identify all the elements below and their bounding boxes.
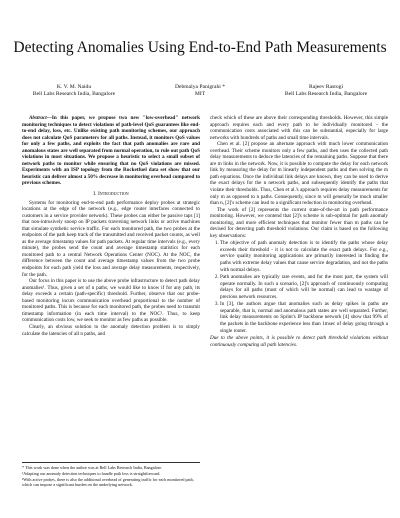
section-heading-introduction: I. Introduction	[93, 191, 129, 198]
author-name: K. V. M. Naidu	[56, 84, 92, 90]
left-column	[22, 115, 200, 337]
author-block	[14, 84, 386, 98]
right-column	[210, 115, 388, 348]
paper-title: Detecting Anomalies Using End-to-End Path Measurements	[13, 39, 387, 56]
author-affiliation: MIT	[194, 91, 206, 97]
right-paragraph-2: Chen et al. [2] propose an alternate approach with much lower communication overhead. Their scheme monitors only a few paths, and then uses the collected path delay measurements to deduce the latencies of the remaining paths. Suppose that there are m links in the network. Now, it is possible to compute the delay for each network link by measuring the delay for m linearly independent paths and then solving the m path equations. Once the individual link delays are known, they can be used to derive the exact delays for the n network paths, and subsequently identify the paths that violate their thresholds. Thus, Chen et al.'s approach requires delay measurements for only m as opposed to n paths. Consequently, since m will generally be much smaller than n, [2]'s scheme can lead to a significant reduction in monitoring overhead.	[210, 141, 388, 207]
footnotes	[22, 462, 200, 488]
intro-paragraph-1: Systems for monitoring end-to-end path performance deploy probes at strategic locations at the edge of the network (e.g., edge router interfaces connected to customers in a service provider network). These probes can either be passive taps [1] that non-intrusively snoop on IP packets traversing network links or active machines that simulate synthetic service traffic. For each monitored path, the two probes at the endpoints of the path keep track of the transmitted and received packet counts, as well as the average timestamp values for path packets. At regular time intervals (e.g., every minute), the probes send the count and average timestamp statistics for each monitored path to a central Network Operations Center (NOC). At the NOC, the difference between the count and average timestamp values from the two probe endpoints for each path yield the loss and average delay measurements, respectively, for the path.	[22, 199, 200, 278]
observation-item-3: 3. In [3], the authors argue that anomalies such as delay spikes in paths are separable, that is, normal and anomalous path states are well separated. Further, link delay measurements on Sprint's IP backbone network [4] show that 99% of the packets in the backbone experience less than 1msec of delay going through a single router.	[220, 301, 388, 334]
right-paragraph-3: The work of [2] represents the current state-of-the-art in path performance monitoring. However, we contend that [2]'s scheme is sub-optimal for path anomaly monitoring, and more efficient techniques that monitor fewer than m paths can be devised for detecting path threshold violations. Our claim is based on the following key observations:	[210, 206, 388, 239]
footnote-3: ²With active probes, there is also the additional overhead of generating traffic for each monitored path, which can impose a significant burden on the underlying network.	[22, 477, 194, 488]
right-closing-paragraph: Due to the above points, it is possible to detect path threshold violations without continuously computing all path latencies.	[210, 335, 388, 348]
footnote-2: ¹Adapting our anomaly detection techniques to handle path loss is straightforward.	[22, 471, 161, 477]
abstract	[22, 115, 200, 187]
author-affiliation: Bell Labs Research India, Bangalore	[32, 91, 116, 97]
abstract-text: —In this paper, we propose two new "low-overhead" network monitoring techniques to detect violations of path-level QoS guarantees like end-to-end delay, loss, etc. Unlike existing path monitoring schemes, our approach does not calculate QoS parameters for all paths. Instead, it monitors QoS values for only a few paths, and exploits the fact that path anomalies are rare and anomalous states are well separated from normal operation, to rule out path QoS violations in most situations. We propose a heuristic to select a small subset of network paths to monitor while ensuring that no QoS violations are missed. Experiments with an ISP topology from the Rocketfuel data set show that our heuristic can deliver almost a 50% decrease in monitoring overhead compared to previous schemes.	[22, 115, 200, 187]
right-paragraph-1: check which of these are above their corresponding thresholds. However, this simple approach requires each and every path to be individually monitored - the communication costs associated with this can be substantial, especially for large networks with hundreds of paths and small time intervals.	[210, 115, 388, 141]
abstract-lead: Abstract	[29, 115, 47, 121]
observation-item-1: 1. The objective of path anomaly detection is to identify the paths whose delay exceeds their threshold - it is not to calculate the exact path delays. For e.g., service quality monitoring applications are primarily interested in finding the paths with extreme delay values that cause service degradation, and not the paths with normal delays.	[220, 240, 388, 273]
author-1	[14, 84, 134, 98]
observation-item-2: 2. Path anomalies are typically rare events, and for the most part, the system will operate normally. In such a scenario, [2]'s approach of continuously computing delays for all paths (most of which will be normal) can lead to wastage of precious network resources.	[220, 274, 388, 300]
intro-paragraph-3: Clearly, an obvious solution to the anomaly detection problem is to simply calculate the latencies of all n paths, and	[22, 323, 200, 337]
intro-paragraph-2: Our focus in this paper is to use the above probe infrastructure to detect path delay anomalies¹. Thus, given a set of n paths, we would like to know if for any path, its delay exceeds a certain (path-specific) threshold. Further, observe that our probe-based monitoring incurs communication overhead proportional to the number of monitored paths. This is because for each monitored path, the probes need to transmit timestamp information (in each time interval) to the NOC². Thus, to keep communication costs low, we seek to monitor as few paths as possible.	[22, 278, 200, 324]
author-3	[266, 84, 386, 98]
author-name: Rajeev Rastogi	[308, 84, 344, 90]
author-affiliation: Bell Labs Research India, Bangalore	[284, 91, 368, 97]
observations-list	[210, 240, 388, 334]
author-name: Debmalya Panigrahi *	[174, 84, 226, 90]
footnote-1: * This work was done when the author was at Bell Labs Research India, Bangalore.	[22, 465, 163, 470]
author-2	[140, 84, 260, 98]
